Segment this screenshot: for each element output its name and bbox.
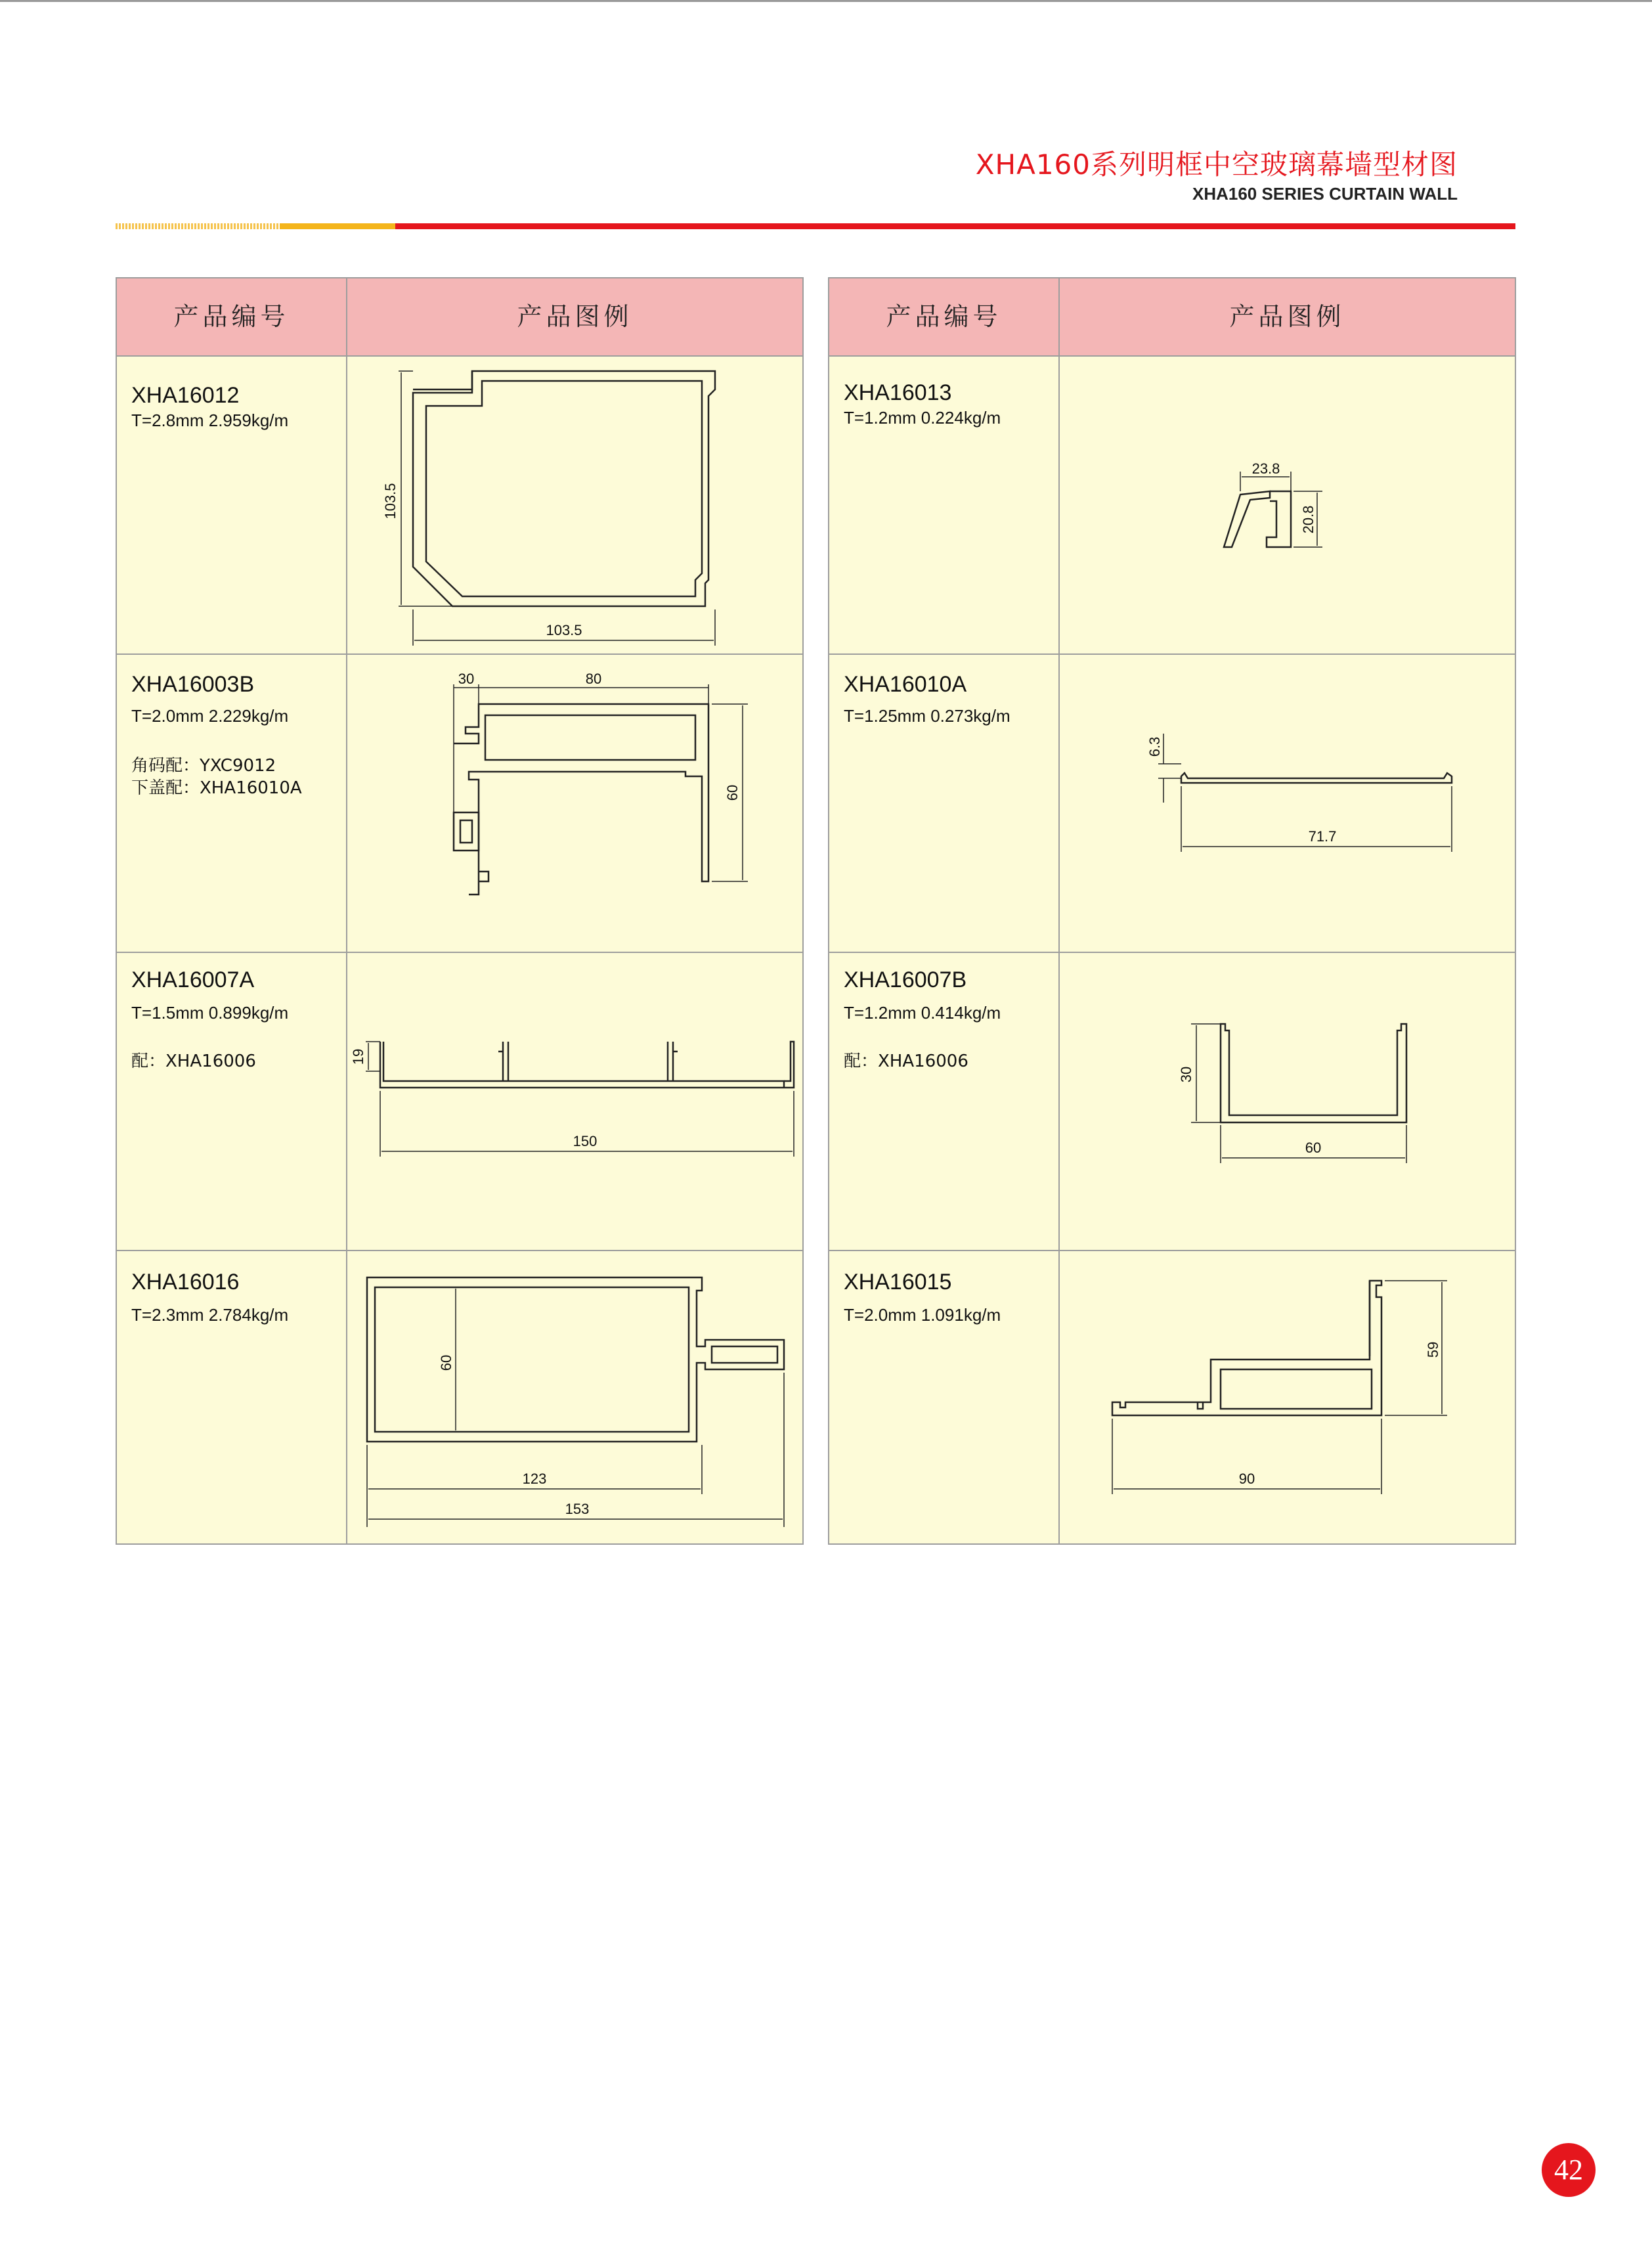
profile-info xyxy=(829,953,1058,1250)
page-title: XHA160系列明框中空玻璃幕墙型材图 xyxy=(975,148,1458,181)
profile-spec: T=2.8mm 2.959kg/m xyxy=(131,410,289,430)
dimension-label: 59 xyxy=(1425,1341,1441,1358)
dimension-label: 123 xyxy=(522,1471,547,1487)
dimension-label: 30 xyxy=(458,671,475,687)
column-header-code: 产品编号 xyxy=(173,302,290,331)
profile-drawing xyxy=(1060,953,1515,1250)
profile-spec: T=1.25mm 0.273kg/m xyxy=(844,706,1011,726)
table-row xyxy=(829,953,1515,1250)
profile-code: XHA16012 xyxy=(131,383,240,408)
table-row xyxy=(117,1251,802,1548)
column-header-figure: 产品图例 xyxy=(1229,302,1345,331)
dimension-label: 153 xyxy=(565,1501,590,1517)
profile-info xyxy=(117,655,346,952)
dimension-label: 80 xyxy=(585,671,602,687)
profile-info xyxy=(829,655,1058,952)
profile-spec: T=1.5mm 0.899kg/m xyxy=(131,1003,289,1023)
profile-code: XHA16007B xyxy=(844,967,967,992)
profile-spec: T=1.2mm 0.414kg/m xyxy=(844,1003,1001,1023)
profile-drawing-svg xyxy=(347,953,802,1250)
dimension-label: 60 xyxy=(1305,1140,1322,1156)
top-rule xyxy=(0,0,1652,2)
dimension-label: 6.3 xyxy=(1146,736,1163,757)
dimension-label: 20.8 xyxy=(1300,505,1316,534)
table-row xyxy=(829,1251,1515,1548)
profile-drawing xyxy=(1060,1251,1515,1548)
profile-drawing-svg xyxy=(347,357,802,653)
profile-drawing xyxy=(1060,655,1515,952)
profile-drawing xyxy=(347,1251,802,1548)
dimension-label: 103.5 xyxy=(382,483,399,520)
column-header-code: 产品编号 xyxy=(886,302,1002,331)
table-row xyxy=(117,357,802,653)
profile-drawing xyxy=(1060,357,1515,653)
table-row xyxy=(829,357,1515,653)
profile-note: 配：XHA16006 xyxy=(131,1052,256,1071)
dimension-label: 19 xyxy=(350,1048,366,1065)
profile-drawing xyxy=(347,953,802,1250)
table-header xyxy=(829,278,1515,357)
table-row xyxy=(117,953,802,1250)
profile-drawing xyxy=(347,357,802,653)
table-row xyxy=(117,655,802,952)
dimension-label: 60 xyxy=(724,784,741,801)
profile-info xyxy=(117,953,346,1250)
profile-note: 下盖配：XHA16010A xyxy=(131,778,302,798)
profile-code: XHA16003B xyxy=(131,672,255,697)
dimension-label: 30 xyxy=(1178,1066,1194,1083)
profile-code: XHA16010A xyxy=(844,672,967,697)
table-header xyxy=(117,278,802,357)
dimension-label: 60 xyxy=(438,1354,454,1371)
header-bar-dotted xyxy=(116,223,280,229)
profile-spec: T=2.0mm 2.229kg/m xyxy=(131,706,289,726)
profile-code: XHA16016 xyxy=(131,1270,240,1295)
profile-note: 角码配：YXC9012 xyxy=(131,756,276,776)
dimension-label: 71.7 xyxy=(1308,828,1337,845)
dimension-label: 23.8 xyxy=(1251,460,1280,477)
profile-drawing xyxy=(347,655,802,952)
profile-code: XHA16015 xyxy=(844,1270,952,1295)
dimension-label: 103.5 xyxy=(546,622,582,638)
profile-drawing-svg xyxy=(1060,357,1515,653)
profile-drawing-svg xyxy=(1060,655,1515,952)
profile-info xyxy=(117,1251,346,1548)
profile-note: 配：XHA16006 xyxy=(844,1052,968,1071)
profile-spec: T=2.0mm 1.091kg/m xyxy=(844,1305,1001,1325)
page-subtitle: XHA160 SERIES CURTAIN WALL xyxy=(1192,184,1458,204)
profile-drawing-svg xyxy=(1060,1251,1515,1548)
profile-info xyxy=(117,357,346,653)
profile-table-right xyxy=(828,277,1516,1545)
column-header-figure: 产品图例 xyxy=(517,302,633,331)
dimension-label: 90 xyxy=(1238,1471,1255,1487)
profile-code: XHA16013 xyxy=(844,380,952,405)
table-row xyxy=(829,655,1515,952)
header-bar-red xyxy=(395,223,1515,229)
profile-spec: T=1.2mm 0.224kg/m xyxy=(844,408,1001,428)
profile-drawing-svg xyxy=(347,655,802,952)
profile-info xyxy=(829,1251,1058,1548)
header-bar-yellow xyxy=(280,223,395,229)
page-number-badge: 42 xyxy=(1542,2143,1596,2197)
profile-code: XHA16007A xyxy=(131,967,255,992)
profile-drawing-svg xyxy=(1060,953,1515,1250)
profile-drawing-svg xyxy=(347,1251,802,1548)
profile-table-left xyxy=(116,277,804,1545)
profile-spec: T=2.3mm 2.784kg/m xyxy=(131,1305,289,1325)
dimension-label: 150 xyxy=(573,1133,598,1149)
profile-info xyxy=(829,357,1058,653)
